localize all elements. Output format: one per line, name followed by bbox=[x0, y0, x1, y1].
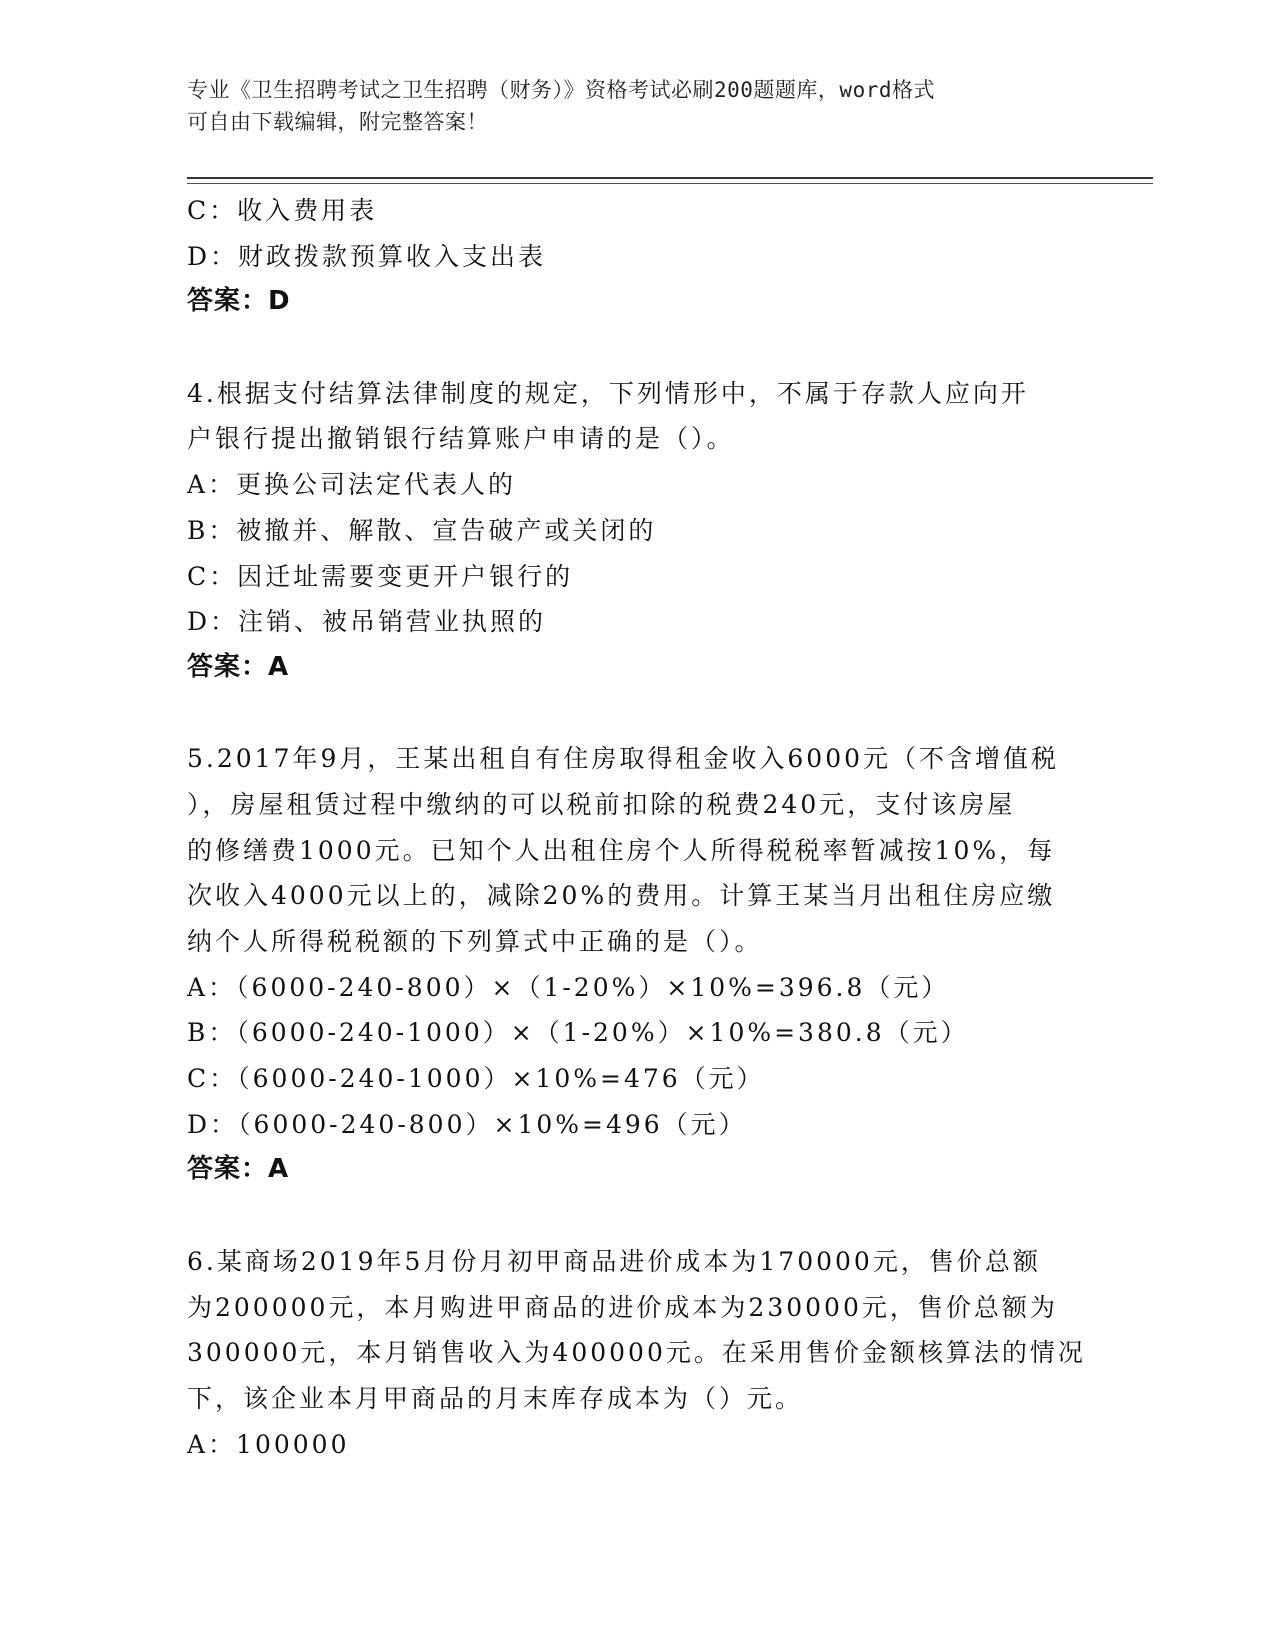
q3-answer: 答案：D bbox=[187, 286, 291, 317]
header-title-line1: 专业《卫生招聘考试之卫生招聘（财务）》资格考试必刷200题题库，word格式 bbox=[187, 78, 935, 102]
q6-stem-line2: 为200000元，本月购进甲商品的进价成本为230000元，售价总额为 bbox=[187, 1292, 1058, 1322]
q5-stem-line4: 次收入4000元以上的，减除20%的费用。计算王某当月出租住房应缴 bbox=[187, 881, 1056, 911]
spacer bbox=[187, 1193, 1087, 1239]
header-rule-thick bbox=[187, 177, 1153, 179]
spacer bbox=[187, 691, 1087, 737]
question-content bbox=[187, 188, 1087, 1467]
q4-option-a: A：更换公司法定代表人的 bbox=[187, 470, 517, 500]
q3-option-c: C：收入费用表 bbox=[187, 196, 378, 225]
q5-option-c: C：（6000-240-1000）×10%=476（元） bbox=[187, 1064, 765, 1094]
header-title-line2: 可自由下载编辑，附完整答案！ bbox=[187, 110, 488, 134]
q3-option-d: D：财政拨款预算收入支出表 bbox=[187, 241, 547, 271]
q5-option-b: B：（6000-240-1000）×（1-20%）×10%=380.8（元） bbox=[187, 1018, 969, 1048]
page-header bbox=[187, 74, 1087, 138]
q5-answer: 答案：A bbox=[187, 1154, 290, 1185]
q6-option-a: A：100000 bbox=[187, 1429, 350, 1459]
q5-stem-line1: 5.2017年9月，王某出租自有住房取得租金收入6000元（不含增值税 bbox=[187, 744, 1060, 774]
q5-stem-line3: 的修缮费1000元。已知个人出租住房个人所得税税率暂减按10%，每 bbox=[187, 835, 1056, 865]
q4-option-b: B：被撤并、解散、宣告破产或关闭的 bbox=[187, 515, 657, 545]
q6-stem-line4: 下，该企业本月甲商品的月末库存成本为（）元。 bbox=[187, 1383, 804, 1413]
q5-stem-line2: ），房屋租赁过程中缴纳的可以税前扣除的税费240元，支付该房屋 bbox=[187, 789, 1016, 819]
q4-option-c: C：因迁址需要变更开户银行的 bbox=[187, 561, 574, 591]
q4-answer: 答案：A bbox=[187, 651, 290, 682]
q6-stem-line1: 6.某商场2019年5月份月初甲商品进价成本为170000元，售价总额 bbox=[187, 1246, 1041, 1276]
q5-stem-line5: 纳个人所得税税额的下列算式中正确的是（）。 bbox=[187, 927, 763, 956]
q4-option-d: D：注销、被吊销营业执照的 bbox=[187, 607, 547, 637]
q4-stem-line1: 4.根据支付结算法律制度的规定，下列情形中，不属于存款人应向开 bbox=[187, 378, 1029, 408]
q6-stem-line3: 300000元，本月销售收入为400000元。在采用售价金额核算法的情况 bbox=[187, 1338, 1086, 1368]
spacer bbox=[187, 325, 1087, 371]
q5-option-a: A：（6000-240-800）×（1-20%）×10%=396.8（元） bbox=[187, 972, 950, 1002]
header-rule-thin bbox=[187, 183, 1153, 184]
q5-option-d: D：（6000-240-800）×10%=496（元） bbox=[187, 1109, 747, 1139]
q4-stem-line2: 户银行提出撤销银行结算账户申请的是（）。 bbox=[187, 424, 735, 454]
